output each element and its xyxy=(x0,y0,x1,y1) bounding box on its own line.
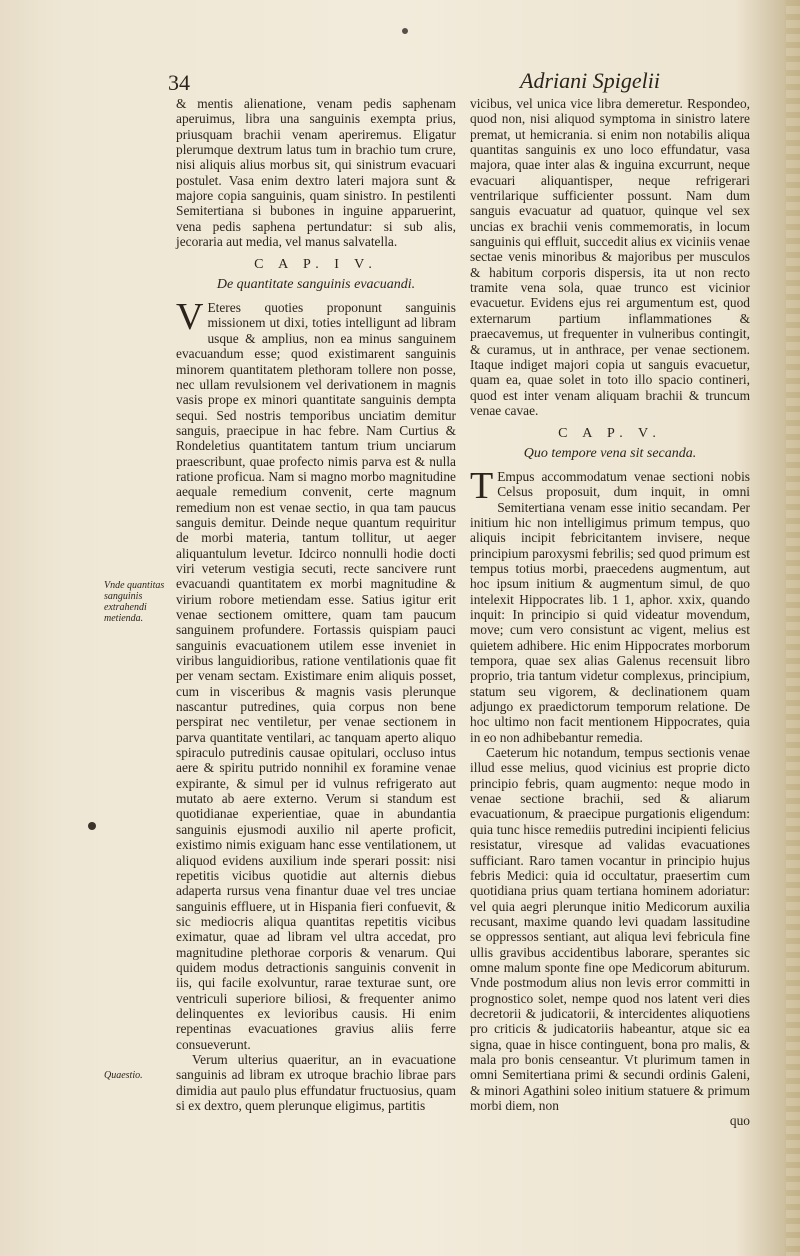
page-number: 34 xyxy=(168,70,190,95)
chapter-iv-heading: C A P. I V. xyxy=(254,257,378,273)
right-paragraph-3: Caeterum hic notandum, tempus sectionis venae illud esse melius, quod vicinius est proprie dicto principio febris, quam augmento: neque modo in venae sectione brachii, sed & aliarum evacuationum, & praecipue purgationis eligendum: quia tunc hisce remediis putredini incipienti felicius resistatur, viresque ad validas evacuationes sufficiant. Raro tamen vocantur in principio hujus febris Medici: quia id occultatur, praesertim cum quotidiana prius quam tertiana hominem adoriatur: vel quia aegri plerunque initio Medicorum auxilia recusant, maxime quando levi quadam lassitudine se oppressos sentiant, aut aliqua levi febricula fine ullis gravibus accidentibus laborare, sperantes sic omne malum sponte fine ope Medicorum abiturum. Vnde postmodum alius non levis error committi in prognostico solet, nempe quod nos latent veri dies decretorii & judicatorii, & intercidentes aliquotiens pro criticis & judicatoriis habeantur, atque sic ea signa, quae in hisce continguent, bona pro malis, & mala pro bonis censeantur. Vt plurimum tamen in omni Semitertiana primi & secundi ordinis Galeni, & minori Agathini soleo initium statuere & primum morbi diem, non xyxy=(470,745,750,1113)
chapter-v-heading: C A P. V. xyxy=(558,426,662,442)
dropcap-v: V xyxy=(176,296,204,339)
dropcap-t: T xyxy=(470,464,494,507)
catchword: quo xyxy=(729,1113,750,1129)
right-column xyxy=(470,96,750,1129)
page-edge xyxy=(786,0,800,1256)
right-paragraph-2: Empus accommodatum venae sectioni nobis Celsus proposuit, dum inquit, in omni Semitertiana venam esse initio secandam. Per initium hic non intelligimus primum tempus, quo aliquis incipit febricitantem invisere, neque principium paroxysmi febrilis; sed quod primum est tempus totius morbi, praecedens augmentum, aut hoc ipsum initium & augmentum simul, de quo intelexit Hippocrates lib. 1 1, aphor. xxix, quando inquit: In principio si quid videatur movendum, move; cum vero consistunt ac vigent, melius est quietem adhibere. Hic enim Hippocrates morborum tempora, quae sex alias Galenus recensuit libro proprio, tria tantum videtur complexus, principium, statum seu vigorem, & declinationem quam adjungo ex praedictorum temporum relatione. De hoc ultimo non facit mentionem Hippocrates, quia in eo non adhibebantur remedia. xyxy=(470,468,750,745)
margin-note-question: Quaestio. xyxy=(104,1070,143,1081)
left-column xyxy=(176,96,456,1113)
left-paragraph-3: Verum ulterius quaeritur, an in evacuatione sanguinis ad libram ex utroque brachio librae pars dimidia aut paulo plus effundatur fructuosius, quam si ex dextro, quem plerunque eligimus, partitis xyxy=(176,1051,456,1113)
ink-stain xyxy=(88,822,96,830)
left-paragraph-2: Eteres quoties proponunt sanguinis missionem ut dixi, toties intelligunt ad libram usque & amplius, non ea minus sanguinem evacuandum esse; quod existimarent sanguinis minorem quantitatem plethoram tollere non posse, nec ullam revulsionem vel derivationem in magnis vasis prope ex minori quantitate sanguinis dempta sequi. Sed nostris temporibus unciatim demitur sanguis, praecipue in hac febre. Nam Curtius & Rondeletius quantitatem tantum trium unciarum praescribunt, quae profecto nimis parva est & nulla ratione proficua. Nam si magno morbo magnitudine aequale remedium convenit, certe magnum remedium non est venae sectio, in qua tam paucus sanguis demitur. Deinde neque quantum requiritur de morbi materia, tantum tollitur, ut aeger aliquantulum levetur. Idcirco nonnulli hodie docti viri veterum vestigia secuti, recte sancivere runt evacuandi quantitatem ex morbi magnitudine & virium robore metiendam esse. Satius igitur erit venae sectionem omittere, quam tam paucum sanguinem profundere. Fortassis quispiam pauci sanguinis evacuationem utilem esse inveniet in viribus languidioribus, ratione ventilationis quae fit per venam sectam. Existimare enim aliquis posset, cum in visceribus & magnis vasis plerunque nascantur putredines, quia corpus non bene perspirat nec ventiletur, per venae sectionem in parva quantitate ventilari, ac tanquam aperto aliquo spiraculo putredinis causae opitulari, occluso intus aere & spiritu putrido nonnihil ex foramine venae expirante, & simul per id vulnus refrigerato aut mutato ab aere externo. Verum si standum est quotidianae experientiae, quae in abundantia sanguinis ejusmodi auxilio nil aperte proficit, existimo nimis exiguam hanc esse ventilationem, ut aliquod evidens auxilium inde sperari possit: nisi repetitis vicibus quotidie aut alternis diebus adaperta rursus vena finantur duae vel tres unciae sanguinis effluere, ut in Hispania fieri confuevit, & sic mediocris aliqua quantitas repetitis vicibus eximatur, quae ad libram vel ultra accedat, pro magnitudine plethorae corporis & venarum. Qui quidem modus detractionis sanguinis convenit in iis, qui facile exolvuntur, rarae texturae sunt, ore ventriculi superiore biliosi, & frequenter animo delinquentes ex levioribus causis. Hi enim repentinas evacuationes gravius aliis ferre consueverunt. xyxy=(176,300,456,1052)
left-paragraph-1: & mentis alienatione, venam pedis saphenam aperuimus, libra una sanguinis exempta prius, priusquam brachii venam aperiremus. Eligatur plerumque dextrum latus tum in brachio tum crure, nisi aliquis alius morbus sit, qui sinistrum evacuari postulet. Vasa enim dextro lateri majora sunt & majore copia sanguinis, quam sinistro. In pestilenti Semitertiana si bubones in inguine apparuerint, vena pedis saphena pertundatur: si sub alis, jecoraria aut media, vel manus salvatella. xyxy=(176,96,456,250)
right-paragraph-1: vicibus, vel unica vice libra demeretur. Respondeo, quod non, nisi aliquod symptoma in sinistro latere premat, ut hemicrania. si enim non notabilis aliqua quantitas sanguinis ex uno loco effundatur, vasa majora, quae inter alas & inguina excurrunt, neque evacuari aliquantisper, neque refrigerari ventrilarique sufficienter possunt. Nam dum sanguis evacuatur ad quatuor, quinque vel sex uncias ex brachii venis commemoratis, in locum sanguinis qui effluit, succedit alius ex viciniis venae sectae venis minoribus & majoribus per musculos & habitum corporis dispersis, ita ut non recto tramite vena sola, quae trunco est vicinior evacuetur. Evidens ejus rei argumentum est, quod externarum partium inflammationes & praecavemus, ut frequenter in vulneribus contingit, & curamus, ut in anthrace, per venae sectionem. Itaque indiget majori copia ut sanguis evacuetur, quam ea, quae solet in toto illo spacio contineri, quod est inter venam aliquam brachii & truncum venae cavae. xyxy=(470,96,750,418)
ink-dot xyxy=(402,28,408,34)
chapter-iv-subtitle: De quantitate sanguinis evacuandi. xyxy=(216,276,416,292)
running-head: Adriani Spigelii xyxy=(520,68,660,93)
margin-note-quantity: Vnde quantitas sanguinis extrahendi metienda. xyxy=(104,580,165,624)
chapter-v-subtitle: Quo tempore vena sit secanda. xyxy=(523,445,697,461)
